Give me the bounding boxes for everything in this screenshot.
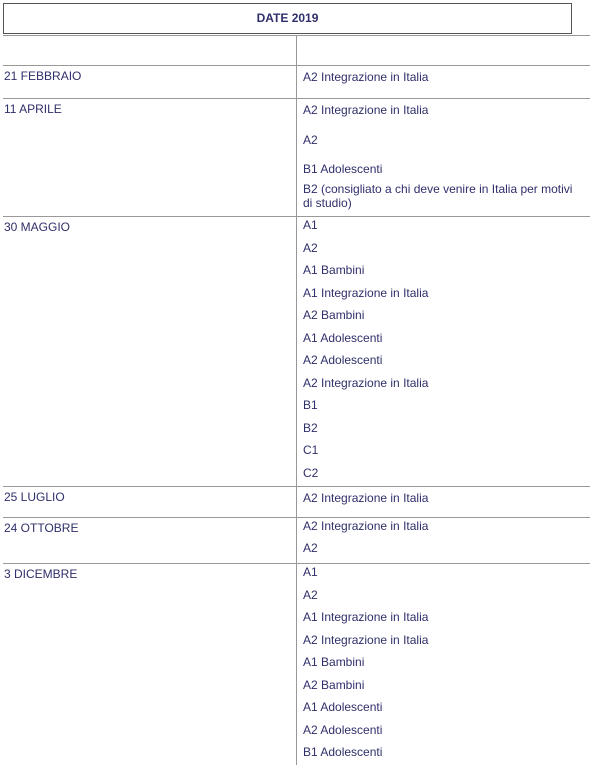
course-item: A2 Integrazione in Italia (303, 490, 429, 505)
courses-cell (297, 217, 591, 487)
date-cell (3, 217, 297, 487)
course-item: A2 Integrazione in Italia (303, 70, 429, 84)
course-item: A1 Integrazione in Italia (303, 285, 429, 300)
course-item: A2 Integrazione in Italia (303, 375, 429, 390)
course-item: A2 (303, 133, 318, 147)
dates-table (3, 35, 590, 765)
course-item: A2 Bambini (303, 677, 365, 692)
page-title: DATE 2019 (256, 11, 319, 25)
date-label: 30 MAGGIO (4, 220, 71, 234)
date-cell (3, 517, 297, 564)
course-item: B1 (303, 398, 318, 412)
date-label: 21 FEBBRAIO (4, 69, 82, 83)
header-box (3, 3, 572, 34)
courses-cell (297, 517, 591, 564)
course-item: A1 Integrazione in Italia (303, 610, 429, 624)
course-item: A2 Adolescenti (303, 353, 383, 367)
course-item: A2 Integrazione in Italia (303, 632, 429, 647)
table-row (3, 564, 590, 766)
course-item: A1 Adolescenti (303, 700, 383, 714)
course-item: A1 (303, 218, 318, 232)
empty-cell-left (3, 36, 297, 66)
course-item: A2 (303, 541, 318, 555)
courses-cell (297, 486, 591, 517)
course-item: B2 (consigliato a chi deve venire in Italia per motivi di studio) (303, 182, 573, 210)
courses-cell (297, 564, 591, 766)
course-item: A1 (303, 565, 318, 579)
date-cell (3, 99, 297, 217)
date-label: 3 DICEMBRE (4, 567, 78, 581)
course-item: B2 (303, 420, 318, 435)
course-item: A2 Bambini (303, 308, 365, 322)
course-item: A2 (303, 587, 318, 602)
course-item: A1 Bambini (303, 263, 365, 277)
date-cell (3, 564, 297, 766)
course-item: C1 (303, 443, 319, 457)
date-label: 24 OTTOBRE (4, 520, 79, 535)
course-item: A1 Adolescenti (303, 330, 383, 345)
course-item: A2 Adolescenti (303, 722, 383, 737)
date-label: 11 APRILE (4, 102, 62, 116)
date-cell (3, 66, 297, 99)
courses-cell (297, 99, 591, 217)
table-row (3, 486, 590, 517)
empty-row (3, 36, 590, 66)
empty-cell-right (297, 36, 591, 66)
course-item: A1 Bambini (303, 655, 365, 669)
course-item: B1 Adolescenti (303, 745, 383, 759)
course-item: A2 Integrazione in Italia (303, 518, 429, 533)
table-row (3, 99, 590, 217)
course-item: A2 (303, 240, 318, 255)
date-label: 25 LUGLIO (4, 489, 65, 504)
course-item: C2 (303, 465, 319, 480)
table-row (3, 66, 590, 99)
table-row (3, 217, 590, 487)
date-cell (3, 486, 297, 517)
table-row (3, 517, 590, 564)
courses-cell (297, 66, 591, 99)
course-item: A2 Integrazione in Italia (303, 103, 429, 117)
course-item: B1 Adolescenti (303, 162, 383, 176)
